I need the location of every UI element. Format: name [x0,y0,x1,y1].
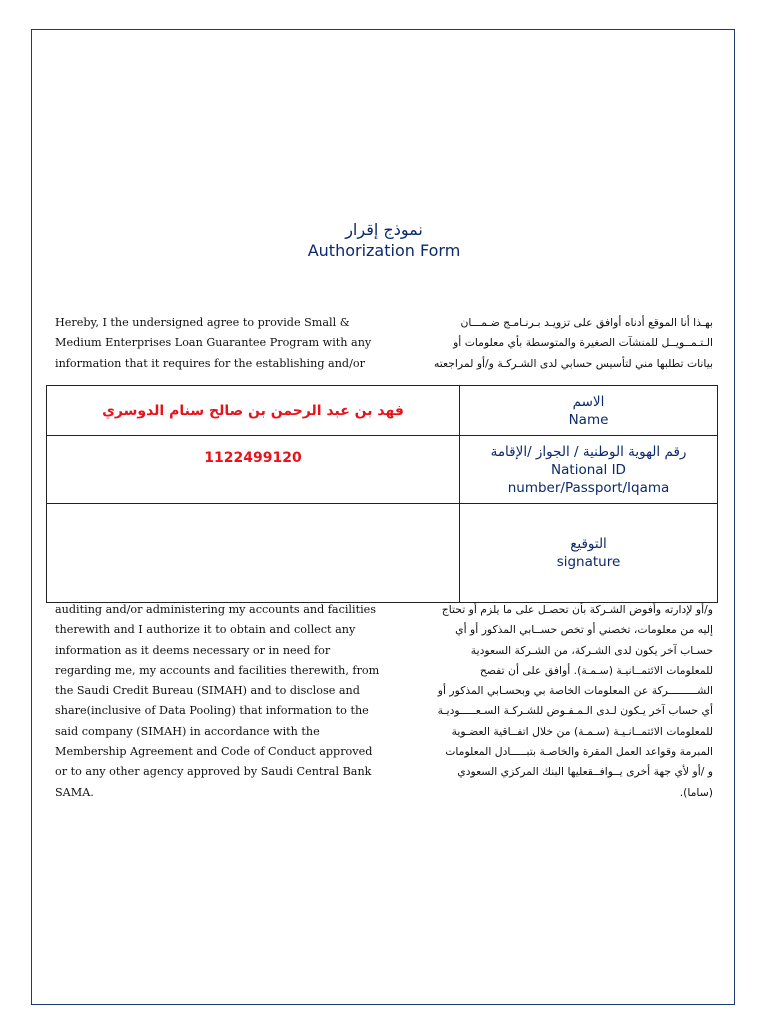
intro-ar-line: بهـذا أنا الموقع أدناه أوافق على تزويـد بـرنـامـج ضـمـــان [460,316,713,329]
body-en-line: information as it deems necessary or in need for [55,643,331,657]
body-ar-line: إليه من معلومات، تخصني أو تخص حســابي المذكور أو أي [455,623,713,637]
name-label-english: Name [568,411,609,428]
national-id-label-arabic: رقم الهوية الوطنية / الجواز /الإقامة [490,443,687,460]
intro-ar-line: الـتـمــويــل للمنشآت الصغيرة والمتوسطة بأي معلومات أو [453,336,713,350]
form-title-english: Authorization Form [307,241,461,260]
name-label [460,386,718,436]
body-ar-line: للمعلومات الائتمــانـيـة (سـمـة) من خلال اتفــاقية العضـوية [451,724,713,738]
body-ar-line: للمعلومات الائتمــانيـة (سـمـة). أوافق على أن تفصح [479,663,713,677]
national-id-label-english: National ID [551,461,626,478]
national-id-value[interactable]: 1122499120 [47,436,460,504]
national-id-label [460,436,718,504]
applicant-info-table [46,385,718,603]
name-label-arabic: الاسم [572,393,605,410]
signature-label-english: signature [556,554,621,570]
signature-label-arabic: التوقيع [570,536,607,552]
national-id-label-english-2: number/Passport/Iqama [507,479,670,496]
intro-en-line: information that it requires for the establishing and/or [55,356,365,370]
body-ar-line: أي حساب آخر يـكون لـدى الـمـفـوض للشـركـة السـعـــــوديـة [437,704,713,718]
body-en-line: regarding me, my accounts and facilities therewith, from [55,663,380,677]
body-ar-line: و/أو لإدارته وأفوض الشـركة بأن تحصـل على ما يلزم أو تحتاج [441,603,713,616]
body-paragraph-english [55,600,390,803]
body-en-line: said company (SIMAH) in accordance with the [55,724,320,738]
body-ar-line: و /أو لأي جهة أخرى يــوافــقعليها البنك المركزي السعودي [457,765,713,779]
body-en-line: therewith and I authorize it to obtain and collect any [55,623,356,637]
name-row [47,386,718,436]
intro-en-line: Medium Enterprises Loan Guarantee Program with any [55,336,372,350]
body-en-line: or to any other agency approved by Saudi Central Bank [55,765,372,779]
body-en-line: auditing and/or administering my accounts and facilities [55,603,377,616]
signature-row [47,504,718,603]
body-en-line: the Saudi Credit Bureau (SIMAH) and to disclose and [55,684,360,698]
signature-label [460,504,718,603]
body-paragraph-arabic [392,600,713,803]
intro-paragraph-arabic [395,313,713,374]
body-en-line: Membership Agreement and Code of Conduct approved [55,745,373,759]
body-en-line: share(inclusive of Data Pooling) that information to the [55,704,369,718]
body-ar-line: المبرمة وقواعد العمل المقرة والخاصـة بتبـــــادل المعلومات [445,745,713,759]
intro-en-line: Hereby, I the undersigned agree to provide Small & [55,316,350,329]
body-en-line: SAMA. [55,785,94,799]
form-title-arabic: نموذج إقرار [345,220,423,239]
national-id-row [47,436,718,504]
body-ar-line: (ساما). [679,785,713,799]
signature-value[interactable] [47,504,460,603]
body-ar-line: حسـاب آخر يكون لدى الشـركة، من الشـركة السعودية [470,643,713,657]
name-value[interactable]: فهد بن عبد الرحمن بن صالح سنام الدوسري [47,386,460,436]
intro-ar-line: بيانات تطلبها مني لتأسيس حسابي لدى الشـركـة و/أو لمراجعته [433,356,713,370]
intro-paragraph-english [55,313,385,374]
body-ar-line: الشـــــــــركة عن المعلومات الخاصة بي وبحسـابي المذكور أو [437,684,713,698]
